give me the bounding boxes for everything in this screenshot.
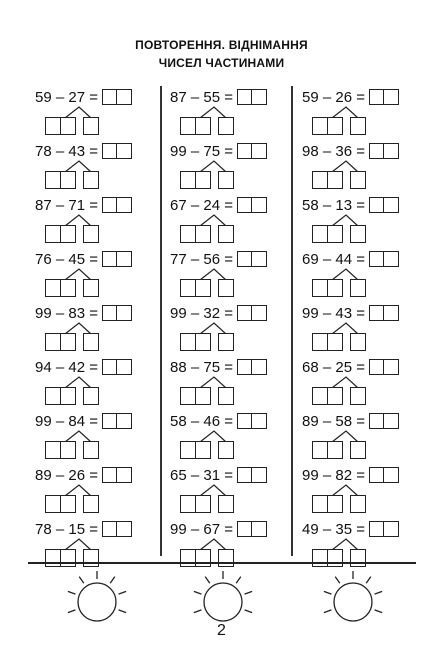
problem-column	[302, 86, 434, 572]
answer-digit-box[interactable]	[237, 251, 252, 267]
answer-boxes[interactable]	[369, 521, 399, 537]
split-diagram	[45, 268, 105, 302]
equation-text: 59 – 26 =	[302, 88, 365, 106]
answer-digit-box[interactable]	[117, 413, 132, 429]
split-part-box[interactable]	[327, 225, 343, 243]
split-part-box[interactable]	[45, 495, 61, 513]
equation-text: 76 – 45 =	[35, 250, 98, 268]
answer-digit-box[interactable]	[384, 413, 399, 429]
answer-boxes[interactable]	[237, 251, 267, 267]
equation-row	[35, 356, 132, 378]
split-diagram	[180, 430, 240, 464]
answer-digit-box[interactable]	[117, 359, 132, 375]
split-part-box[interactable]	[83, 333, 99, 351]
answer-boxes[interactable]	[369, 359, 399, 375]
split-part-box[interactable]	[180, 279, 196, 297]
answer-boxes[interactable]	[237, 413, 267, 429]
equation-row	[170, 464, 267, 486]
split-diagram	[45, 160, 105, 194]
answer-boxes[interactable]	[102, 359, 132, 375]
answer-digit-box[interactable]	[252, 89, 267, 105]
split-diagram	[180, 214, 240, 248]
subtraction-problem	[170, 194, 302, 248]
answer-digit-box[interactable]	[384, 197, 399, 213]
equation-row	[35, 302, 132, 324]
split-part-box[interactable]	[60, 279, 76, 297]
answer-digit-box[interactable]	[237, 413, 252, 429]
equation-row	[35, 410, 132, 432]
answer-digit-box[interactable]	[102, 467, 117, 483]
subtraction-problem	[35, 86, 167, 140]
split-part-box[interactable]	[83, 117, 99, 135]
split-part-box[interactable]	[60, 387, 76, 405]
split-part-box[interactable]	[45, 279, 61, 297]
split-part-box[interactable]	[312, 171, 328, 189]
equation-text: 65 – 31 =	[170, 466, 233, 484]
split-diagram	[180, 484, 240, 518]
answer-boxes[interactable]	[237, 89, 267, 105]
answer-digit-box[interactable]	[369, 359, 384, 375]
equation-row	[170, 86, 267, 108]
equation-row	[302, 248, 399, 270]
answer-digit-box[interactable]	[102, 305, 117, 321]
answer-boxes[interactable]	[369, 305, 399, 321]
answer-digit-box[interactable]	[237, 89, 252, 105]
worksheet-title-line1: ПОВТОРЕННЯ. ВІДНІМАННЯ	[135, 38, 308, 52]
answer-digit-box[interactable]	[102, 413, 117, 429]
split-part-box[interactable]	[180, 333, 196, 351]
answer-digit-box[interactable]	[384, 467, 399, 483]
equation-row	[170, 140, 267, 162]
equation-row	[35, 194, 132, 216]
answer-digit-box[interactable]	[237, 521, 252, 537]
answer-digit-box[interactable]	[384, 251, 399, 267]
split-part-box[interactable]	[45, 225, 61, 243]
equation-text: 98 – 36 =	[302, 142, 365, 160]
split-diagram	[312, 484, 372, 518]
split-part-box[interactable]	[327, 441, 343, 459]
answer-digit-box[interactable]	[237, 305, 252, 321]
split-part-box[interactable]	[350, 117, 366, 135]
equation-row	[302, 356, 399, 378]
split-part-box[interactable]	[83, 279, 99, 297]
answer-boxes[interactable]	[102, 197, 132, 213]
answer-boxes[interactable]	[369, 89, 399, 105]
answer-digit-box[interactable]	[237, 467, 252, 483]
subtraction-problem	[302, 356, 434, 410]
split-part-box[interactable]	[83, 225, 99, 243]
answer-digit-box[interactable]	[252, 197, 267, 213]
split-part-box[interactable]	[195, 495, 211, 513]
problem-column	[170, 86, 302, 572]
answer-boxes[interactable]	[102, 305, 132, 321]
subtraction-problem	[170, 86, 302, 140]
split-diagram	[45, 484, 105, 518]
answer-digit-box[interactable]	[102, 197, 117, 213]
answer-digit-box[interactable]	[252, 521, 267, 537]
split-part-box[interactable]	[312, 495, 328, 513]
split-part-box[interactable]	[83, 171, 99, 189]
answer-digit-box[interactable]	[252, 251, 267, 267]
subtraction-problem	[302, 194, 434, 248]
answer-digit-box[interactable]	[369, 197, 384, 213]
split-part-box[interactable]	[312, 387, 328, 405]
answer-boxes[interactable]	[102, 89, 132, 105]
subtraction-problem	[35, 356, 167, 410]
equation-text: 49 – 35 =	[302, 520, 365, 538]
subtraction-problem	[170, 356, 302, 410]
equation-row	[35, 140, 132, 162]
equation-text: 99 – 67 =	[170, 520, 233, 538]
split-diagram	[312, 322, 372, 356]
split-part-box[interactable]	[327, 333, 343, 351]
answer-digit-box[interactable]	[369, 89, 384, 105]
split-part-box[interactable]	[218, 441, 234, 459]
answer-digit-box[interactable]	[117, 467, 132, 483]
split-part-box[interactable]	[327, 495, 343, 513]
split-part-box[interactable]	[312, 333, 328, 351]
equation-text: 99 – 32 =	[170, 304, 233, 322]
equation-row	[35, 464, 132, 486]
subtraction-problem	[302, 86, 434, 140]
split-part-box[interactable]	[60, 225, 76, 243]
subtraction-problem	[170, 140, 302, 194]
worksheet-title-line2: ЧИСЕЛ ЧАСТИНАМИ	[158, 56, 285, 70]
equation-text: 89 – 58 =	[302, 412, 365, 430]
split-part-box[interactable]	[195, 171, 211, 189]
split-diagram	[180, 322, 240, 356]
subtraction-problem	[35, 464, 167, 518]
equation-text: 78 – 15 =	[35, 520, 98, 538]
equation-text: 89 – 26 =	[35, 466, 98, 484]
split-part-box[interactable]	[195, 333, 211, 351]
split-part-box[interactable]	[180, 387, 196, 405]
equation-text: 99 – 82 =	[302, 466, 365, 484]
answer-digit-box[interactable]	[237, 359, 252, 375]
answer-digit-box[interactable]	[117, 89, 132, 105]
answer-digit-box[interactable]	[237, 143, 252, 159]
subtraction-problem	[170, 302, 302, 356]
answer-digit-box[interactable]	[102, 521, 117, 537]
answer-digit-box[interactable]	[369, 305, 384, 321]
equation-text: 68 – 25 =	[302, 358, 365, 376]
answer-digit-box[interactable]	[117, 305, 132, 321]
equation-row	[302, 518, 399, 540]
subtraction-problem	[302, 302, 434, 356]
answer-digit-box[interactable]	[102, 359, 117, 375]
split-part-box[interactable]	[312, 225, 328, 243]
subtraction-problem	[170, 464, 302, 518]
subtraction-problem	[302, 248, 434, 302]
answer-boxes[interactable]	[369, 413, 399, 429]
answer-boxes[interactable]	[369, 197, 399, 213]
equation-text: 99 – 84 =	[35, 412, 98, 430]
split-part-box[interactable]	[60, 333, 76, 351]
split-part-box[interactable]	[312, 441, 328, 459]
split-part-box[interactable]	[180, 117, 196, 135]
split-part-box[interactable]	[60, 495, 76, 513]
split-diagram	[45, 430, 105, 464]
equation-row	[170, 410, 267, 432]
equation-row	[170, 356, 267, 378]
split-diagram	[45, 376, 105, 410]
split-diagram	[180, 160, 240, 194]
split-part-box[interactable]	[218, 279, 234, 297]
subtraction-problem	[170, 410, 302, 464]
split-diagram	[312, 430, 372, 464]
split-part-box[interactable]	[350, 441, 366, 459]
subtraction-problem	[35, 140, 167, 194]
problem-column	[35, 86, 167, 572]
split-part-box[interactable]	[60, 441, 76, 459]
equation-row	[302, 194, 399, 216]
split-part-box[interactable]	[195, 387, 211, 405]
split-part-box[interactable]	[218, 387, 234, 405]
split-diagram	[180, 106, 240, 140]
split-diagram	[312, 106, 372, 140]
equation-text: 78 – 43 =	[35, 142, 98, 160]
equation-text: 94 – 42 =	[35, 358, 98, 376]
split-part-box[interactable]	[350, 387, 366, 405]
answer-digit-box[interactable]	[252, 467, 267, 483]
answer-digit-box[interactable]	[252, 143, 267, 159]
answer-boxes[interactable]	[237, 521, 267, 537]
equation-text: 99 – 83 =	[35, 304, 98, 322]
answer-boxes[interactable]	[102, 521, 132, 537]
equation-text: 99 – 75 =	[170, 142, 233, 160]
answer-digit-box[interactable]	[102, 251, 117, 267]
subtraction-problem	[35, 248, 167, 302]
subtraction-problem	[35, 302, 167, 356]
answer-boxes[interactable]	[102, 251, 132, 267]
split-part-box[interactable]	[45, 171, 61, 189]
split-part-box[interactable]	[195, 441, 211, 459]
answer-digit-box[interactable]	[384, 143, 399, 159]
answer-boxes[interactable]	[102, 413, 132, 429]
equation-text: 99 – 43 =	[302, 304, 365, 322]
split-diagram	[180, 376, 240, 410]
equation-row	[302, 86, 399, 108]
split-diagram	[312, 268, 372, 302]
answer-digit-box[interactable]	[117, 143, 132, 159]
split-part-box[interactable]	[83, 387, 99, 405]
split-diagram	[45, 214, 105, 248]
split-part-box[interactable]	[45, 387, 61, 405]
split-part-box[interactable]	[195, 117, 211, 135]
split-part-box[interactable]	[45, 549, 61, 567]
subtraction-problem	[302, 140, 434, 194]
split-part-box[interactable]	[218, 495, 234, 513]
split-part-box[interactable]	[218, 171, 234, 189]
split-part-box[interactable]	[218, 333, 234, 351]
split-part-box[interactable]	[350, 495, 366, 513]
split-part-box[interactable]	[180, 171, 196, 189]
answer-boxes[interactable]	[237, 143, 267, 159]
subtraction-problem	[302, 464, 434, 518]
equation-row	[302, 464, 399, 486]
split-part-box[interactable]	[350, 171, 366, 189]
answer-digit-box[interactable]	[384, 521, 399, 537]
split-part-box[interactable]	[327, 171, 343, 189]
equation-text: 67 – 24 =	[170, 196, 233, 214]
answer-digit-box[interactable]	[369, 467, 384, 483]
answer-digit-box[interactable]	[369, 143, 384, 159]
equation-text: 88 – 75 =	[170, 358, 233, 376]
answer-boxes[interactable]	[237, 305, 267, 321]
split-diagram	[180, 268, 240, 302]
equation-text: 58 – 46 =	[170, 412, 233, 430]
equation-text: 87 – 55 =	[170, 88, 233, 106]
split-part-box[interactable]	[327, 279, 343, 297]
equation-text: 59 – 27 =	[35, 88, 98, 106]
split-part-box[interactable]	[60, 171, 76, 189]
answer-boxes[interactable]	[369, 143, 399, 159]
split-part-box[interactable]	[218, 117, 234, 135]
answer-digit-box[interactable]	[252, 359, 267, 375]
answer-digit-box[interactable]	[252, 413, 267, 429]
equation-text: 58 – 13 =	[302, 196, 365, 214]
equation-row	[35, 518, 132, 540]
split-part-box[interactable]	[195, 279, 211, 297]
answer-digit-box[interactable]	[237, 197, 252, 213]
answer-boxes[interactable]	[102, 467, 132, 483]
split-part-box[interactable]	[312, 279, 328, 297]
equation-text: 87 – 71 =	[35, 196, 98, 214]
answer-boxes[interactable]	[237, 197, 267, 213]
equation-row	[302, 302, 399, 324]
answer-digit-box[interactable]	[117, 251, 132, 267]
split-part-box[interactable]	[180, 441, 196, 459]
equation-text: 69 – 44 =	[302, 250, 365, 268]
answer-digit-box[interactable]	[369, 413, 384, 429]
split-part-box[interactable]	[180, 225, 196, 243]
split-diagram	[45, 322, 105, 356]
equation-text: 77 – 56 =	[170, 250, 233, 268]
answer-digit-box[interactable]	[384, 359, 399, 375]
answer-digit-box[interactable]	[369, 251, 384, 267]
answer-boxes[interactable]	[237, 359, 267, 375]
answer-digit-box[interactable]	[117, 197, 132, 213]
equation-row	[35, 248, 132, 270]
page-number: 2	[217, 622, 226, 639]
split-part-box[interactable]	[83, 441, 99, 459]
answer-digit-box[interactable]	[369, 521, 384, 537]
equation-row	[35, 86, 132, 108]
split-part-box[interactable]	[180, 495, 196, 513]
subtraction-problem	[35, 410, 167, 464]
split-part-box[interactable]	[45, 333, 61, 351]
answer-digit-box[interactable]	[252, 305, 267, 321]
answer-boxes[interactable]	[102, 143, 132, 159]
answer-digit-box[interactable]	[102, 89, 117, 105]
split-part-box[interactable]	[312, 117, 328, 135]
split-part-box[interactable]	[83, 495, 99, 513]
split-part-box[interactable]	[350, 279, 366, 297]
split-diagram	[312, 214, 372, 248]
subtraction-problem	[302, 410, 434, 464]
split-part-box[interactable]	[327, 117, 343, 135]
split-part-box[interactable]	[60, 117, 76, 135]
answer-digit-box[interactable]	[117, 521, 132, 537]
answer-boxes[interactable]	[369, 251, 399, 267]
equation-row	[302, 410, 399, 432]
subtraction-problem	[35, 194, 167, 248]
split-diagram	[45, 106, 105, 140]
split-diagram	[312, 160, 372, 194]
split-part-box[interactable]	[218, 225, 234, 243]
equation-row	[170, 518, 267, 540]
split-diagram	[312, 376, 372, 410]
split-part-box[interactable]	[350, 333, 366, 351]
equation-row	[170, 302, 267, 324]
split-part-box[interactable]	[195, 225, 211, 243]
split-part-box[interactable]	[45, 441, 61, 459]
answer-digit-box[interactable]	[384, 89, 399, 105]
split-part-box[interactable]	[327, 387, 343, 405]
split-part-box[interactable]	[350, 225, 366, 243]
equation-row	[302, 140, 399, 162]
answer-digit-box[interactable]	[102, 143, 117, 159]
split-part-box[interactable]	[45, 117, 61, 135]
answer-boxes[interactable]	[237, 467, 267, 483]
equation-row	[170, 194, 267, 216]
answer-digit-box[interactable]	[384, 305, 399, 321]
answer-boxes[interactable]	[369, 467, 399, 483]
equation-row	[170, 248, 267, 270]
subtraction-problem	[170, 248, 302, 302]
